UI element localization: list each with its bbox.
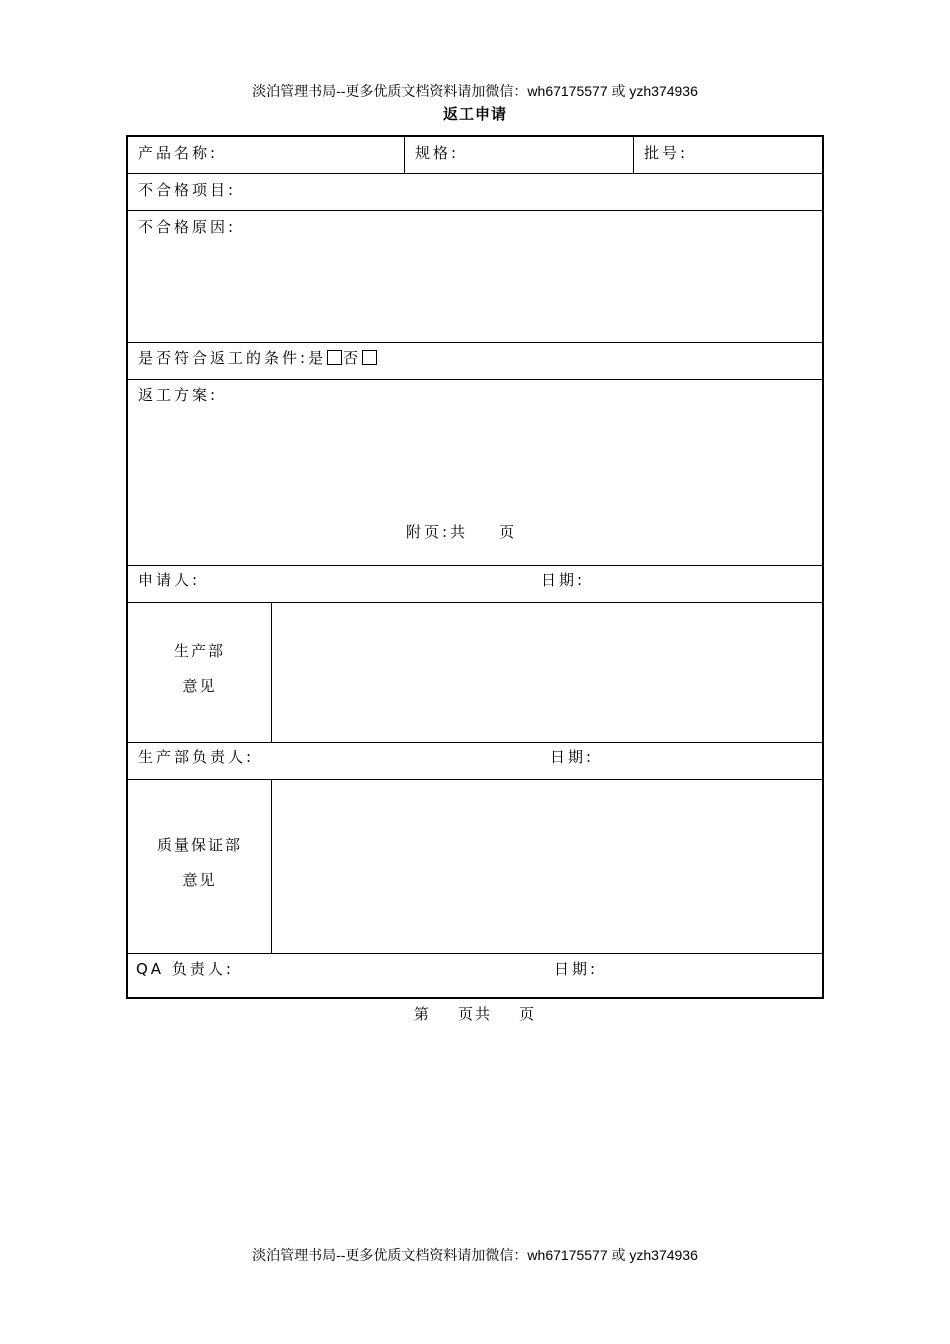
page-number-footer: 第 页共 页 bbox=[413, 1005, 537, 1023]
attachment-pages-text: 附页:共 页 bbox=[406, 523, 518, 541]
production-opinion-label: 意见 bbox=[182, 677, 217, 695]
spec-label: 规格: bbox=[415, 144, 460, 162]
option-yes-label: 是 bbox=[308, 349, 327, 367]
row-divider bbox=[128, 742, 822, 743]
yes-checkbox[interactable] bbox=[327, 350, 342, 365]
column-divider bbox=[271, 779, 272, 953]
rework-condition-label: 是否符合返工的条件: bbox=[138, 349, 309, 367]
rework-condition-row bbox=[138, 349, 378, 367]
qa-opinion-label: 意见 bbox=[182, 871, 217, 889]
product-name-label: 产品名称: bbox=[138, 144, 219, 162]
qa-head-label: QA 负责人: bbox=[136, 960, 234, 978]
page-header-note: 淡泊管理书局--更多优质文档资料请加微信：wh67175577 或 yzh374936 bbox=[252, 83, 698, 99]
qa-dept-label: 质量保证部 bbox=[156, 836, 242, 854]
production-head-label: 生产部负责人: bbox=[138, 748, 255, 766]
rework-plan-label: 返工方案: bbox=[138, 386, 219, 404]
option-no-label: 否 bbox=[343, 349, 362, 367]
row-divider bbox=[128, 779, 822, 780]
production-date-label: 日期: bbox=[550, 748, 595, 766]
nonconforming-item-label: 不合格项目: bbox=[138, 181, 237, 199]
applicant-label: 申请人: bbox=[138, 571, 201, 589]
rework-application-form bbox=[126, 135, 824, 999]
page-footer-note: 淡泊管理书局--更多优质文档资料请加微信：wh67175577 或 yzh374936 bbox=[252, 1247, 698, 1263]
column-divider bbox=[404, 137, 405, 173]
row-divider bbox=[128, 210, 822, 211]
column-divider bbox=[633, 137, 634, 173]
row-divider bbox=[128, 342, 822, 343]
no-checkbox[interactable] bbox=[362, 350, 377, 365]
row-divider bbox=[128, 602, 822, 603]
row-divider bbox=[128, 379, 822, 380]
qa-date-label: 日期: bbox=[554, 960, 599, 978]
applicant-date-label: 日期: bbox=[541, 571, 586, 589]
nonconforming-reason-label: 不合格原因: bbox=[138, 218, 237, 236]
row-divider bbox=[128, 173, 822, 174]
row-divider bbox=[128, 953, 822, 954]
production-dept-label: 生产部 bbox=[173, 642, 225, 660]
column-divider bbox=[271, 602, 272, 742]
row-divider bbox=[128, 565, 822, 566]
batch-number-label: 批号: bbox=[644, 144, 689, 162]
document-title: 返工申请 bbox=[442, 105, 507, 123]
